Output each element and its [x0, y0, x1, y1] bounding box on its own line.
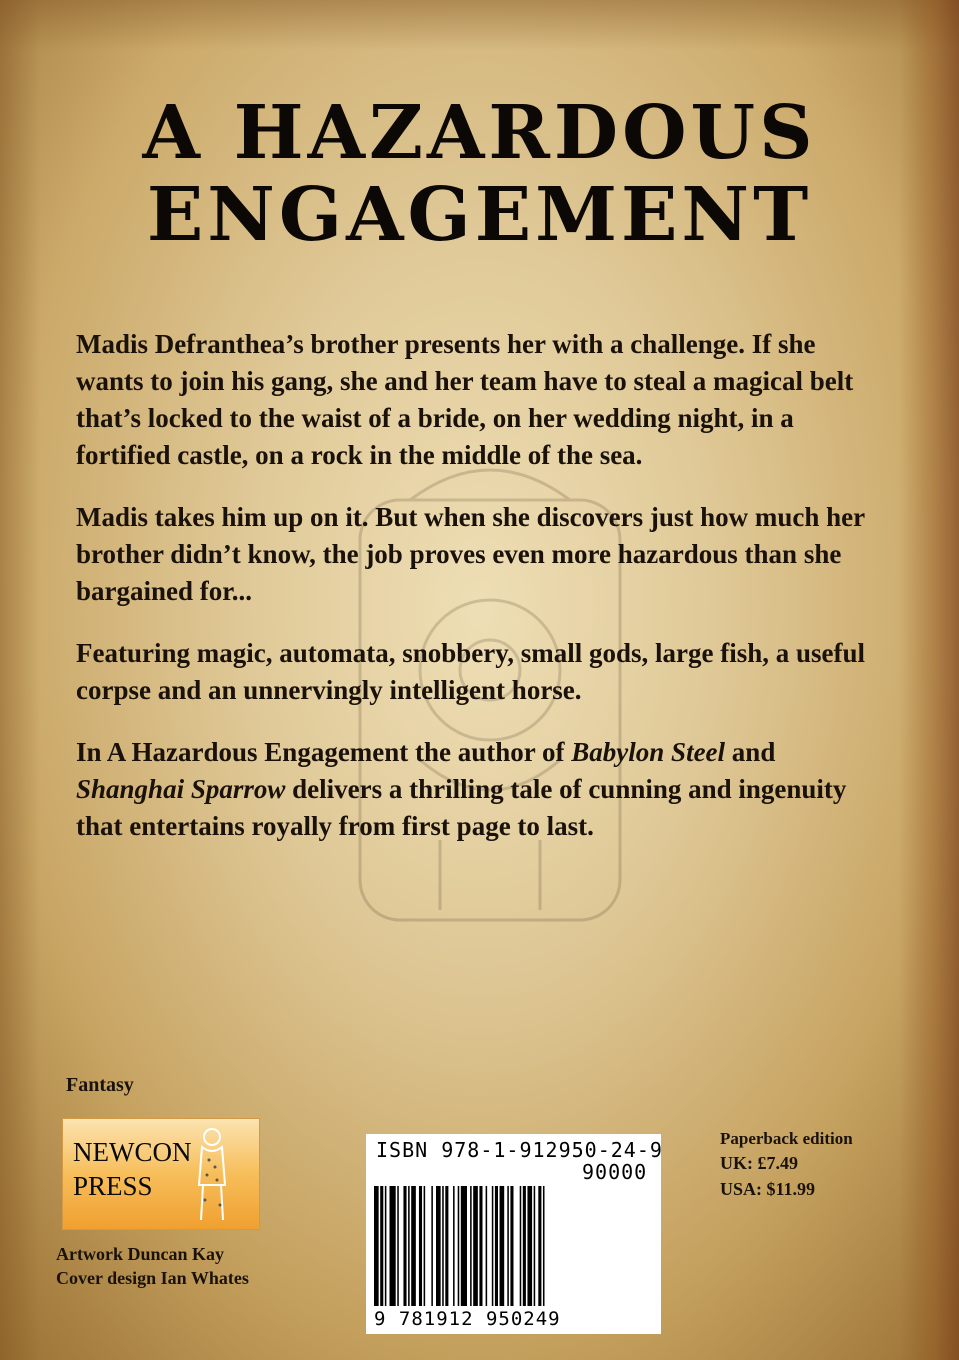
barcode-bar	[520, 1186, 522, 1306]
barcode-bar	[431, 1186, 433, 1306]
barcode-bar	[461, 1186, 467, 1306]
barcode-bar	[458, 1186, 460, 1306]
barcode-bar	[510, 1186, 513, 1306]
blurb-paragraph-2: Madis takes him up on it. But when she discovers just how much her brother didn’t know, the job proves even more hazardous than she bargained for...	[76, 502, 865, 606]
barcode-bar	[527, 1186, 532, 1306]
barcode-bar	[380, 1186, 383, 1306]
barcode-digits: 9 781912 950249	[374, 1308, 561, 1330]
isbn-number: ISBN 978-1-912950-24-9	[376, 1138, 663, 1162]
blurb-paragraph-4	[76, 734, 876, 845]
edition-label: Paperback edition	[720, 1129, 853, 1148]
barcode-bar	[403, 1186, 406, 1306]
price-info	[720, 1128, 853, 1202]
publisher-line-1: NEWCON	[73, 1137, 192, 1167]
publisher-line-2: PRESS	[73, 1171, 153, 1201]
publisher-figure-icon	[187, 1125, 237, 1225]
aged-edge-top	[0, 0, 959, 50]
barcode-bar	[473, 1186, 478, 1306]
blurb-paragraph-3: Featuring magic, automata, snobbery, small gods, large fish, a useful corpse and an unnervingly intelligent horse.	[76, 638, 866, 705]
barcode-bar	[408, 1186, 410, 1306]
price-usa: USA: $11.99	[720, 1179, 816, 1199]
publisher-name	[73, 1135, 191, 1203]
barcode-bar	[492, 1186, 494, 1306]
barcode-bar	[390, 1186, 396, 1306]
book-title-babylon-steel: Babylon Steel	[571, 737, 726, 767]
barcode-bar	[453, 1186, 455, 1306]
credits	[56, 1242, 249, 1290]
blurb-paragraph-1: Madis Defranthea’s brother presents her with a challenge. If she wants to join his gang, she and her team have to steal a magical belt that’s locked to the waist of a bride, on her wedding night, in a fortified castle, on a rock in the middle of the sea.	[76, 329, 854, 470]
barcode-bar	[445, 1186, 448, 1306]
barcode-bar	[534, 1186, 536, 1306]
price-uk: UK: £7.49	[720, 1153, 798, 1173]
blurb	[76, 326, 876, 870]
barcode-bar	[495, 1186, 498, 1306]
barcode-bars	[374, 1186, 654, 1306]
artwork-credit: Artwork Duncan Kay	[56, 1244, 225, 1264]
barcode-bar	[470, 1186, 472, 1306]
blurb-p4-start: In A Hazardous Engagement the author of	[76, 737, 572, 767]
barcode-bar	[424, 1186, 426, 1306]
book-title-shanghai-sparrow: Shanghai Sparrow	[76, 774, 286, 804]
design-credit: Cover design Ian Whates	[56, 1268, 249, 1288]
barcode-bar	[374, 1186, 379, 1306]
barcode-supplement: 90000	[582, 1160, 648, 1184]
barcode-bar	[500, 1186, 505, 1306]
barcode-bar	[385, 1186, 387, 1306]
barcode-bar	[507, 1186, 509, 1306]
barcode-bar	[479, 1186, 482, 1306]
barcode-bar	[543, 1186, 545, 1306]
barcode-bar	[419, 1186, 422, 1306]
barcode-bar	[411, 1186, 416, 1306]
blurb-p4-end: delivers a thrilling tale of cunning and ingenuity that entertains royally from first page to last.	[76, 774, 847, 841]
blurb-p4-and: and	[725, 737, 776, 767]
barcode-bar	[523, 1186, 526, 1306]
book-title	[0, 92, 959, 256]
barcode-bar	[486, 1186, 488, 1306]
barcode-bar	[442, 1186, 444, 1306]
barcode-bar	[436, 1186, 441, 1306]
barcode-bar	[397, 1186, 399, 1306]
isbn-barcode	[366, 1134, 661, 1334]
genre-label: Fantasy	[66, 1074, 134, 1096]
publisher-logo	[62, 1118, 260, 1230]
title-line-2: ENGAGEMENT	[146, 172, 813, 258]
title-line-1: A HAZARDOUS	[142, 90, 817, 176]
barcode-bar	[538, 1186, 541, 1306]
